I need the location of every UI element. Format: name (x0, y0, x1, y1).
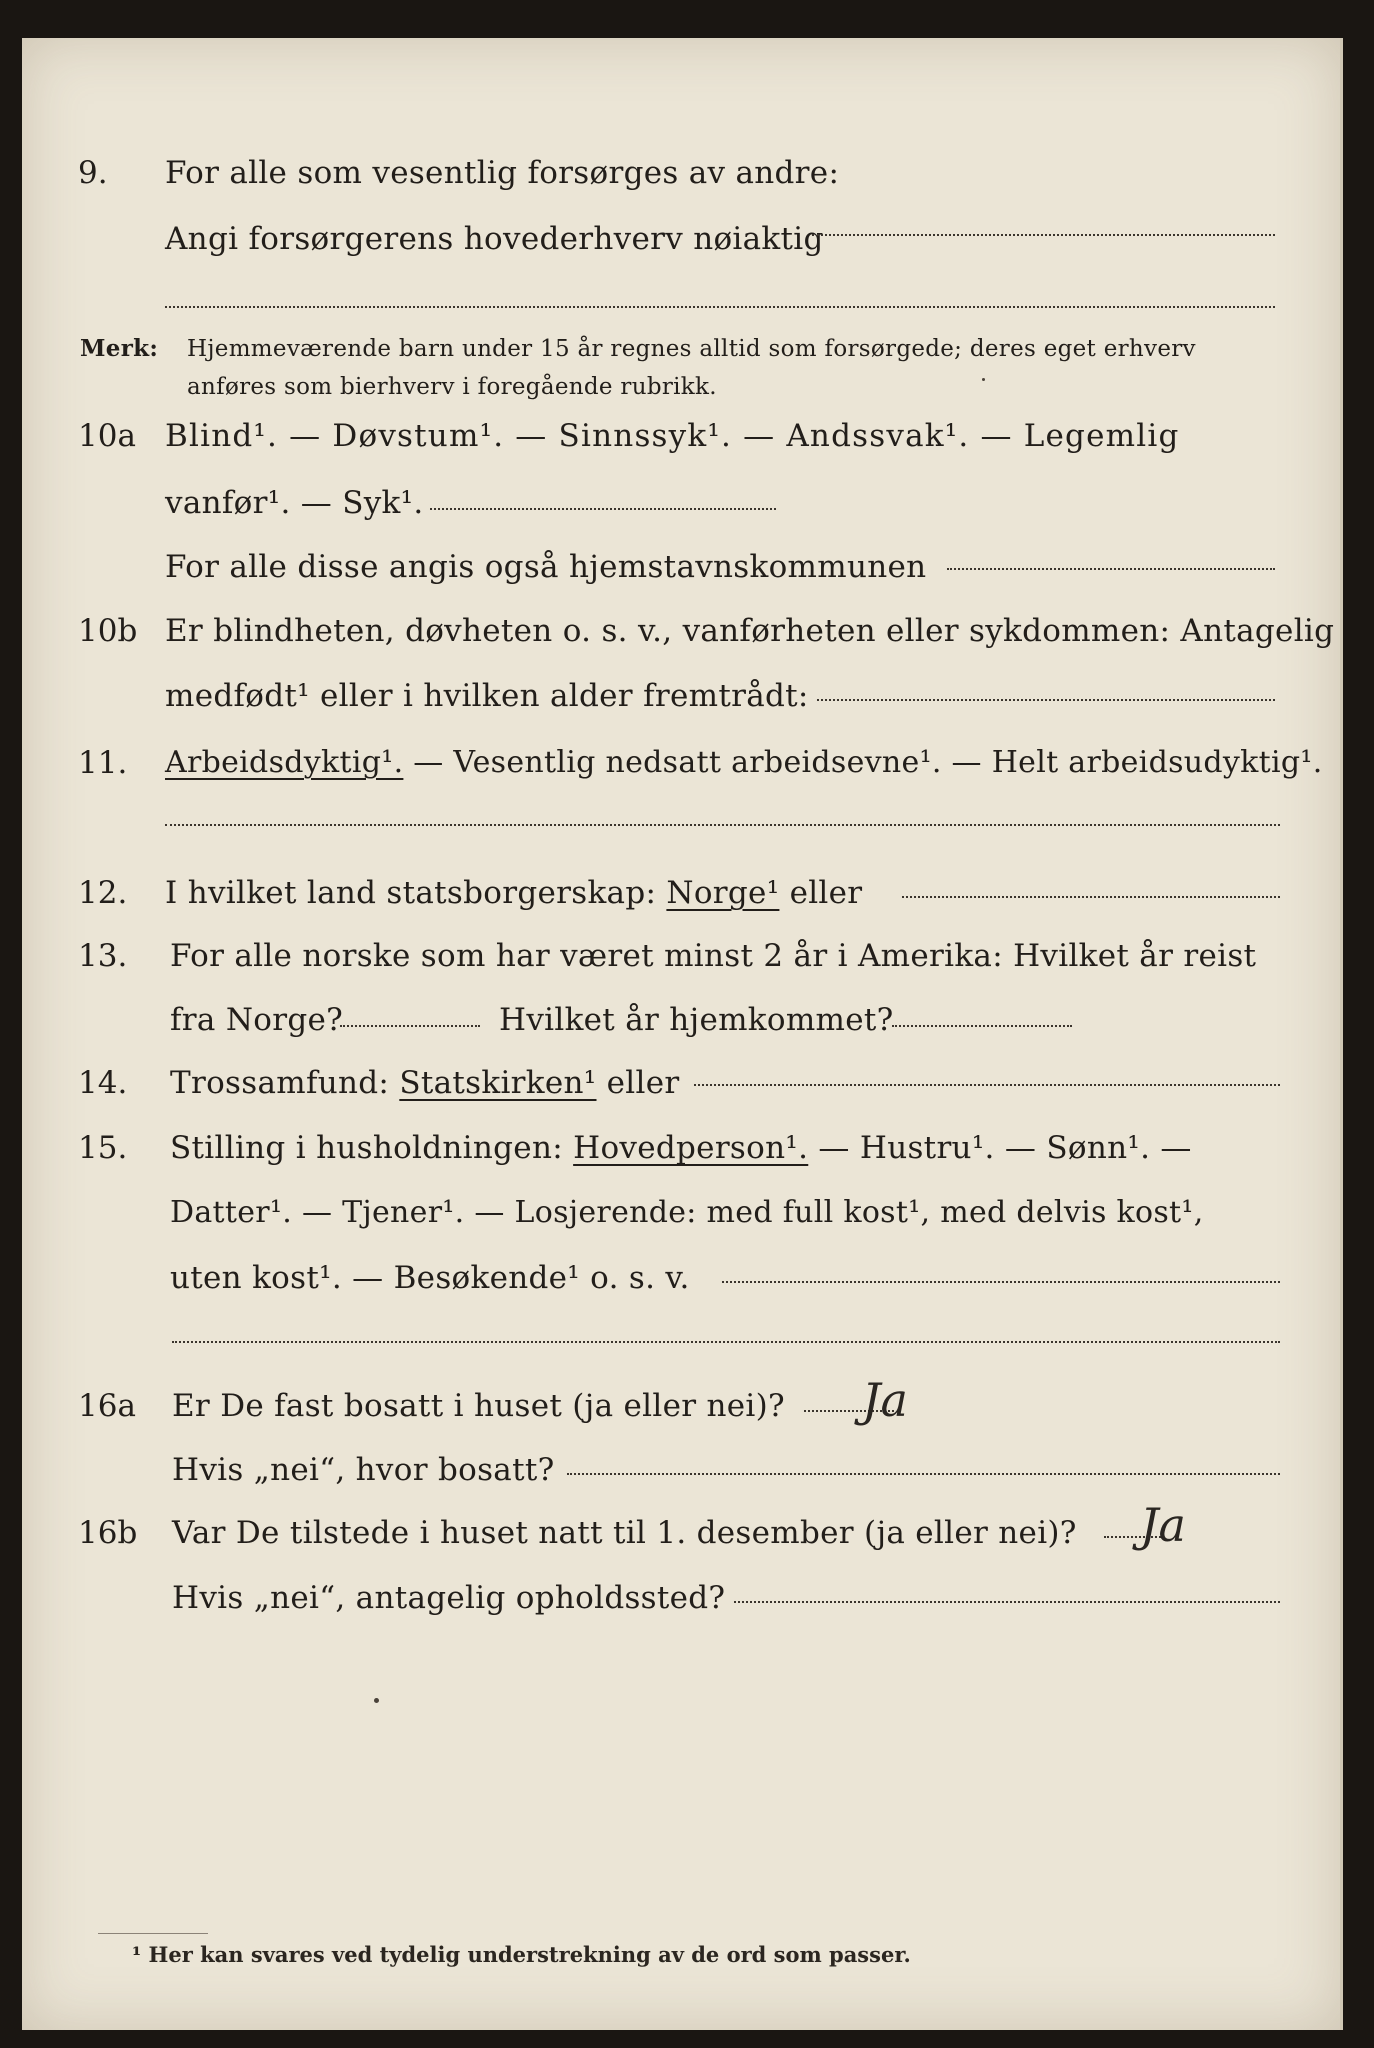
question-16a (22, 1381, 1340, 1431)
question-text: — Vesentlig nedsatt arbeidsevne¹. — Helt arbeidsudyktig¹. (403, 745, 1323, 780)
question-text: I hvilket land statsborgerskap: (165, 875, 667, 911)
question-text: Datter¹. — Tjener¹. — Losjerende: med full kost¹, med delvis kost¹, (170, 1195, 1204, 1230)
option-statskirken[interactable]: Statskirken¹ (399, 1065, 597, 1101)
question-13 (22, 931, 1340, 981)
handwritten-answer: Ja (1140, 1498, 1186, 1552)
question-15-line-2 (22, 1188, 1340, 1238)
note-merk-line-2 (22, 368, 1340, 406)
question-15 (22, 1123, 1340, 1173)
option-arbeidsdyktig[interactable]: Arbeidsdyktig¹. (165, 745, 404, 780)
answer-line[interactable] (817, 699, 1275, 701)
answer-line[interactable] (165, 824, 1280, 826)
answer-line[interactable] (812, 234, 1275, 236)
question-number: 13. (78, 938, 128, 974)
footnote-rule (98, 1933, 208, 1934)
question-text: uten kost¹. — Besøkende¹ o. s. v. (170, 1260, 690, 1296)
handwritten-answer: Ja (862, 1373, 908, 1427)
question-9 (22, 148, 1340, 198)
question-11 (22, 738, 1340, 788)
question-10b (22, 606, 1340, 656)
question-text: Stilling i husholdningen: (170, 1130, 574, 1166)
question-number: 10a (78, 418, 136, 454)
note-text: anføres som bierhverv i foregående rubrikk. (187, 374, 717, 400)
question-text: Hvis „nei“, antagelig opholdssted? (172, 1580, 726, 1616)
answer-line[interactable] (567, 1473, 1280, 1475)
ink-speck (982, 378, 985, 381)
answer-line[interactable] (947, 568, 1275, 570)
question-number: 15. (78, 1130, 128, 1166)
answer-line[interactable] (165, 306, 1275, 308)
answer-line[interactable] (172, 1341, 1280, 1343)
question-number: 16a (78, 1388, 136, 1424)
question-number: 16b (78, 1515, 138, 1551)
answer-line[interactable] (734, 1601, 1280, 1603)
answer-line-year-left[interactable] (340, 1025, 480, 1027)
question-text: Er De fast bosatt i huset (ja eller nei)? (172, 1388, 785, 1424)
question-text: eller (596, 1065, 680, 1101)
note-text: Hjemmeværende barn under 15 år regnes alltid som forsørgede; deres eget erhverv (187, 336, 1196, 362)
question-text: fra Norge? (170, 1002, 344, 1038)
question-10a-line-3 (22, 542, 1340, 592)
question-text: vanfør¹. — Syk¹. (165, 485, 424, 521)
question-text: Hvilket år hjemkommet? (499, 1002, 894, 1038)
question-16a-line-2 (22, 1445, 1340, 1495)
note-merk (22, 330, 1340, 368)
note-label: Merk: (80, 335, 159, 362)
answer-line[interactable] (902, 896, 1280, 898)
footnote: ¹ Her kan svares ved tydelig understrekning av de ord som passer. (132, 1942, 911, 1967)
option-hovedperson[interactable]: Hovedperson¹. (573, 1130, 809, 1166)
question-10a-line-2 (22, 478, 1340, 528)
answer-line[interactable] (694, 1084, 1280, 1086)
option-norge[interactable]: Norge¹ (666, 875, 780, 911)
question-text: For alle som vesentlig forsørges av andre: (165, 155, 840, 191)
question-text: Hvis „nei“, hvor bosatt? (172, 1452, 555, 1488)
ink-speck (374, 1698, 379, 1703)
question-12 (22, 868, 1340, 918)
answer-line[interactable] (722, 1281, 1280, 1283)
question-text: — Hustru¹. — Sønn¹. — (808, 1130, 1192, 1166)
question-13-line-2 (22, 995, 1340, 1045)
question-text: Er blindheten, døvheten o. s. v., vanførheten eller sykdommen: Antagelig (165, 613, 1335, 649)
answer-line[interactable] (430, 508, 776, 510)
question-number: 12. (78, 875, 128, 911)
question-number: 9. (78, 155, 108, 191)
question-16b-line-2 (22, 1573, 1340, 1623)
question-14 (22, 1058, 1340, 1108)
question-text: medfødt¹ eller i hvilken alder fremtrådt: (165, 678, 809, 714)
question-text: Blind¹. — Døvstum¹. — Sinnssyk¹. — Andssvak¹. — Legemlig (165, 418, 1180, 454)
question-text: eller (779, 875, 863, 911)
question-number: 14. (78, 1065, 128, 1101)
question-text: For alle norske som har været minst 2 år i Amerika: Hvilket år reist (170, 938, 1257, 974)
question-9-line-2 (22, 214, 1340, 264)
question-15-line-3 (22, 1253, 1340, 1303)
census-form-page (22, 38, 1343, 2030)
question-text: For alle disse angis også hjemstavnskommunen (165, 549, 927, 585)
question-text: Angi forsørgerens hovederhverv nøiaktig (165, 221, 824, 257)
question-text: Trossamfund: (170, 1065, 400, 1101)
answer-line-year-returned[interactable] (892, 1025, 1072, 1027)
question-number: 11. (78, 745, 128, 781)
question-number: 10b (78, 613, 138, 649)
question-text: Var De tilstede i huset natt til 1. desember (ja eller nei)? (172, 1515, 1077, 1551)
question-10a (22, 411, 1340, 461)
question-10b-line-2 (22, 671, 1340, 721)
